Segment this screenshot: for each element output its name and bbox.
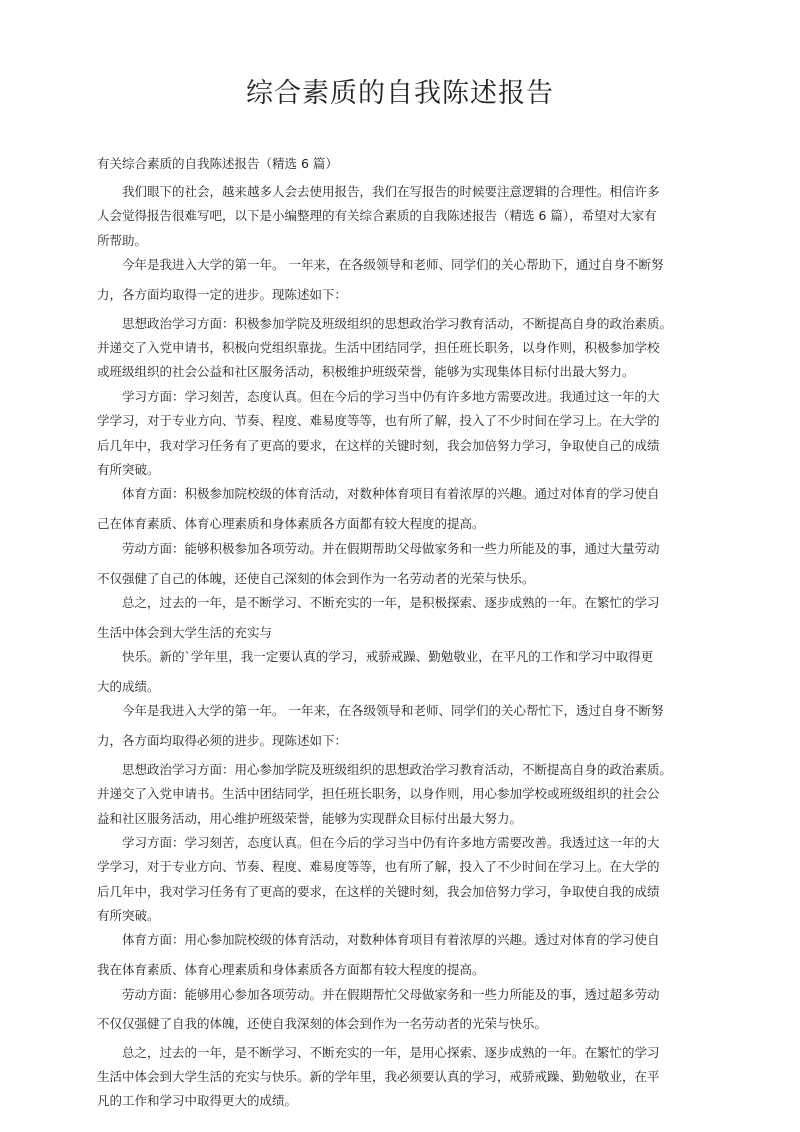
- paragraph-line: 我在体育素质、体育心理素质和身体素质各方面都有较大程度的提高。: [97, 962, 485, 977]
- paragraph-line: 学学习，对于专业方向、节奏、程度、难易度等等，也有所了解，投入了不少时间在学习上。在大学的: [97, 413, 660, 428]
- paragraph-line: 己在体育素质、体育心理素质和身体素质各方面都有较大程度的提高。: [97, 516, 485, 531]
- paragraph-line: 人会觉得报告很难写吧，以下是小编整理的有关综合素质的自我陈述报告（精选 6 篇），希望对大家有: [97, 208, 657, 223]
- paragraph-line: 益和社区服务活动，用心维护班级荣誉，能够为实现群众目标付出最大努力。: [97, 811, 523, 826]
- paragraph-line: 生活中体会到大学生活的充实与: [97, 625, 273, 640]
- paragraph-line: 大的成绩。: [97, 679, 160, 694]
- paragraph-line: 劳动方面：能够用心参加各项劳动。并在假期帮忙父母做家务和一些力所能及的事，透过超多劳动: [122, 987, 660, 1002]
- paragraph-line: 力，各方面均取得一定的进步。现陈述如下：: [97, 287, 348, 302]
- paragraph-line: 有所突破。: [97, 462, 160, 477]
- paragraph-line: 后几年中，我对学习任务有了更高的要求，在这样的关键时刻，我会加倍努力学习，争取使自我的成绩: [97, 884, 660, 899]
- paragraph-line: 或班级组织的社会公益和社区服务活动，积极维护班级荣誉，能够为实现集体目标付出最大努力。: [97, 364, 635, 379]
- paragraph-line: 今年是我进入大学的第一年。 一年来，在各级领导和老师、同学们的关心帮助下，通过自身不断努: [122, 257, 664, 272]
- paragraph-line: 思想政治学习方面：积极参加学院及班级组织的思想政治学习教育活动，不断提高自身的政治素质。: [122, 316, 673, 331]
- paragraph-line: 力，各方面均取得必须的进步。现陈述如下：: [97, 733, 348, 748]
- paragraph-line: 劳动方面：能够积极参加各项劳动。并在假期帮助父母做家务和一些力所能及的事，通过大量劳动: [122, 541, 660, 556]
- paragraph-line: 后几年中，我对学习任务有了更高的要求，在这样的关键时刻，我会加倍努力学习，争取使自己的成绩: [97, 438, 660, 453]
- paragraph-line: 思想政治学习方面：用心参加学院及班级组织的思想政治学习教育活动，不断提高自身的政治素质。: [122, 762, 673, 777]
- paragraph-line: 体育方面：用心参加院校级的体育活动，对数种体育项目有着浓厚的兴趣。透过对体育的学习使自: [122, 932, 660, 947]
- paragraph-line: 我们眼下的社会，越来越多人会去使用报告，我们在写报告的时候要注意逻辑的合理性。相信许多: [122, 184, 660, 199]
- paragraph-line: 总之，过去的一年，是不断学习、不断充实的一年，是积极探索、逐步成熟的一年。在繁忙的学习: [122, 595, 660, 610]
- paragraph-line: 凡的工作和学习中取得更大的成绩。: [97, 1093, 298, 1108]
- paragraph-line: 快乐。新的`学年里，我一定要认真的学习，戒骄戒躁、勤勉敬业，在平凡的工作和学习中取得更: [122, 649, 654, 664]
- paragraph-line: 学习方面：学习刻苦，态度认真。但在今后的学习当中仍有许多地方需要改进。我通过这一年的大: [122, 389, 660, 404]
- paragraph-line: 不仅强健了自己的体魄，还使自己深刻的体会到作为一名劳动者的光荣与快乐。: [97, 571, 535, 586]
- paragraph-line: 体育方面：积极参加院校级的体育活动，对数种体育项目有着浓厚的兴趣。通过对体育的学习使自: [122, 486, 660, 501]
- paragraph-line: 学学习，对于专业方向、节奏、程度、难易度等等，也有所了解，投入了不少时间在学习上。在大学的: [97, 859, 660, 874]
- paragraph-line: 学习方面：学习刻苦，态度认真。但在今后的学习当中仍有许多地方需要改善。我透过这一年的大: [122, 835, 660, 850]
- document-title: 综合素质的自我陈述报告: [246, 78, 554, 109]
- paragraph-line: 不仅仅强健了自我的体魄，还使自我深刻的体会到作为一名劳动者的光荣与快乐。: [97, 1016, 548, 1031]
- paragraph-line: 并递交了入党申请书，积极向党组织靠拢。生活中团结同学，担任班长职务，以身作则，积极参加学校: [97, 340, 660, 355]
- paragraph-line: 总之，过去的一年，是不断学习、不断充实的一年，是用心探索、逐步成熟的一年。在繁忙的学习: [122, 1045, 660, 1060]
- paragraph-line: 并递交了入党申请书。生活中团结同学，担任班长职务，以身作则，用心参加学校或班级组织的社会公: [97, 786, 660, 801]
- paragraph-line: 有所突破。: [97, 908, 160, 923]
- subtitle-line: 有关综合素质的自我陈述报告（精选 6 篇）: [97, 156, 338, 171]
- paragraph-line: 生活中体会到大学生活的充实与快乐。新的学年里，我必须要认真的学习，戒骄戒躁、勤勉敬业，在平: [97, 1069, 660, 1084]
- paragraph-line: 所帮助。: [97, 233, 148, 248]
- paragraph-line: 今年是我进入大学的第一年。 一年来，在各级领导和老师、同学们的关心帮忙下，透过自身不断努: [122, 703, 664, 718]
